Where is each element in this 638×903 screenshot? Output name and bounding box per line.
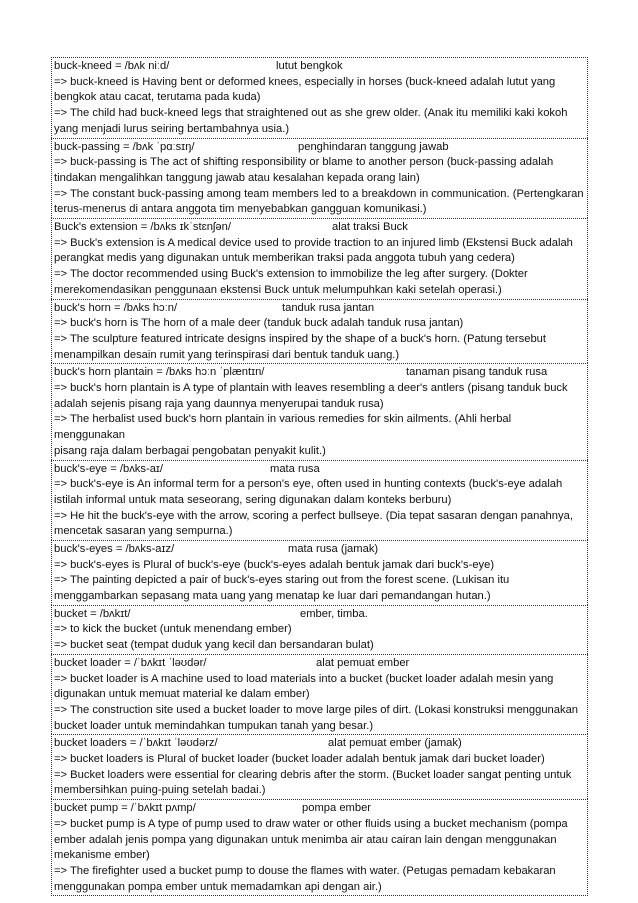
entry-line: merekomendasikan penggunaan ekstensi Buck untuk melumpuhkan kaki setelah operasi.) (54, 283, 502, 296)
entry-line: mekanisme ember) (54, 849, 150, 862)
entry-line: => bucket loaders is Plural of bucket loader (bucket loader adalah bentuk jamak dari bucket loader) (54, 753, 545, 766)
entry-line: => The firefighter used a bucket pump to douse the flames with water. (Petugas pemadam kebakaran (54, 864, 556, 877)
entry-line: => The doctor recommended using Buck's extension to immobilize the leg after surgery. (Dokter (54, 268, 528, 281)
dictionary-entry (51, 460, 588, 541)
entry-line: => The painting depicted a pair of buck's-eyes staring out from the forest scene. (Lukisan itu (54, 574, 510, 587)
entry-line: menggambarkan sepasang mata uang yang menatap ke luar dari pemandangan hutan.) (54, 590, 491, 603)
entry-line: => buck-kneed is Having bent or deformed knees, especially in horses (buck-kneed adalah lutut yang (54, 75, 556, 88)
entry-line: => The construction site used a bucket loader to move large piles of dirt. (Lokasi konstruksi menggunakan (54, 703, 579, 716)
entry-term: buck's-eye = /bʌks-aɪ/ (54, 462, 164, 475)
entry-translation: pompa ember (302, 802, 372, 815)
entry-line: digunakan untuk memuat material ke dalam ember) (54, 688, 310, 701)
entry-line: => bucket seat (tempat duduk yang kecil dan bersandaran bulat) (54, 639, 374, 652)
dictionary-entry (51, 654, 588, 735)
entry-header (54, 736, 585, 752)
entry-line: => buck's-eye is An informal term for a person's eye, often used in hunting contexts (buck's-eye adalah (54, 478, 563, 491)
dictionary-entry (51, 734, 588, 799)
entry-term: bucket pump = /ˈbʌkɪt pʌmp/ (54, 802, 196, 815)
entry-term: buck's horn = /bʌks hɔːn/ (54, 301, 178, 314)
entry-line: => The sculpture featured intricate designs inspired by the shape of a buck's horn. (Patung tersebut (54, 332, 546, 345)
entry-line: membersihkan puing-puing setelah badai.) (54, 784, 266, 797)
entry-header (54, 301, 585, 317)
entry-line: pisang raja dalam berbagai pengobatan penyakit kulit.) (54, 444, 326, 457)
entry-line: => buck's horn is The horn of a male deer (tanduk buck adalah tanduk rusa jantan) (54, 317, 464, 330)
entry-line: mencetak sasaran yang sempurna.) (54, 525, 233, 538)
entry-line: => The constant buck-passing among team members led to a breakdown in communication. (Pertengkaran (54, 187, 584, 200)
entry-line: => He hit the buck's-eye with the arrow, scoring a perfect bullseye. (Dia tepat sasaran dengan panahnya, (54, 509, 573, 522)
entry-line: bengkok atau cacat, terutama pada kuda) (54, 91, 261, 104)
entry-term: buck-kneed = /bʌk niːd/ (54, 60, 170, 72)
entry-header (54, 140, 585, 156)
dictionary-entry (51, 57, 588, 138)
entry-line: terus-menerus di antara anggota tim menyebabkan gangguan komunikasi.) (54, 203, 427, 216)
entry-header (54, 220, 585, 236)
entry-line: menampilkan desain rumit yang terinspirasi dari bentuk tanduk uang.) (54, 348, 400, 361)
dictionary-entry (51, 540, 588, 605)
entry-line: => bucket loader is A machine used to load materials into a bucket (bucket loader adalah mesin yang (54, 672, 554, 685)
entry-line: => The herbalist used buck's horn plantain in various remedies for skin ailments. (Ahli herbal menggunakan (54, 413, 512, 442)
entry-header (54, 542, 585, 558)
entry-line: perangkat medis yang digunakan untuk memberikan traksi pada anggota tubuh yang cedera) (54, 252, 515, 265)
entry-term: bucket = /bʌkɪt/ (54, 607, 131, 620)
entry-line: => The child had buck-kneed legs that straightened out as she grew older. (Anak itu memiliki kaki kokoh (54, 107, 568, 120)
entry-term: bucket loader = /ˈbʌkɪt ˈləʊdər/ (54, 656, 207, 669)
entry-translation: alat pemuat ember (316, 656, 410, 669)
entry-term: buck's horn plantain = /bʌks hɔːn ˈplæntɪn/ (54, 366, 265, 379)
entry-translation: alat pemuat ember (jamak) (328, 737, 462, 750)
entry-line: => buck's-eyes is Plural of buck's-eye (buck's-eyes adalah bentuk jamak dari buck's-eye) (54, 558, 495, 571)
entry-header (54, 801, 585, 817)
entry-translation: mata rusa (270, 462, 320, 475)
entry-term: Buck's extension = /bʌks ɪkˈstɛnʃən/ (54, 221, 231, 233)
dictionary-entry (51, 218, 588, 299)
entry-line: bucket loader untuk memindahkan tumpukan tanah yang besar.) (54, 719, 374, 732)
entry-translation: tanaman pisang tanduk rusa (406, 366, 548, 379)
entry-line: => to kick the bucket (untuk menendang ember) (54, 623, 292, 636)
entry-translation: mata rusa (jamak) (288, 543, 379, 555)
dictionary-entry (51, 605, 588, 654)
entry-line: menggunakan pompa ember untuk memadamkan api dengan air.) (54, 880, 382, 893)
dictionary-entry (51, 799, 588, 896)
dictionary-entry (51, 299, 588, 364)
entry-term: bucket loaders = /ˈbʌkɪt ˈləʊdərz/ (54, 737, 218, 750)
entry-line: istilah informal untuk mata seseorang, sering digunakan dalam konteks berburu) (54, 493, 452, 506)
entry-header (54, 462, 585, 478)
entry-header (54, 656, 585, 672)
entry-header (54, 365, 585, 381)
entry-translation: penghindaran tanggung jawab (298, 140, 449, 153)
entry-line: => buck-passing is The act of shifting responsibility or blame to another person (buck-passing adalah (54, 156, 554, 169)
entry-line: tindakan mengalihkan tanggung jawab atau kesalahan kepada orang lain) (54, 171, 420, 184)
dictionary-entry (51, 138, 588, 219)
entry-line: => Buck's extension is A medical device used to provide traction to an injured limb (Ekstensi Buck adalah (54, 236, 573, 249)
entry-term: buck's-eyes = /bʌks-aɪz/ (54, 543, 175, 555)
entry-line: => Bucket loaders were essential for clearing debris after the storm. (Bucket loader sangat penting untuk (54, 768, 572, 781)
dictionary-entry (51, 363, 588, 459)
entry-line: => buck's horn plantain is A type of plantain with leaves resembling a deer's antlers (pisang tanduk buck (54, 381, 568, 394)
entry-translation: ember, timba. (300, 607, 368, 620)
entry-translation: alat traksi Buck (332, 221, 408, 233)
entry-term: buck-passing = /bʌk ˈpɑːsɪŋ/ (54, 140, 195, 153)
entry-line: adalah sejenis pisang raja yang daunnya menyerupai tanduk rusa) (54, 397, 384, 410)
entry-line: ember adalah jenis pompa yang digunakan untuk menimba air atau cairan lain dengan menggunakan (54, 833, 557, 846)
entry-translation: tanduk rusa jantan (282, 301, 375, 314)
entry-header (54, 607, 585, 623)
entry-line: => bucket pump is A type of pump used to draw water or other fluids using a bucket mechanism (pompa (54, 817, 568, 830)
entry-header (54, 59, 585, 75)
entry-line: yang menjadi lurus seiring bertambahnya usia.) (54, 122, 290, 135)
entry-translation: lutut bengkok (276, 60, 343, 72)
dictionary-document (51, 57, 588, 896)
